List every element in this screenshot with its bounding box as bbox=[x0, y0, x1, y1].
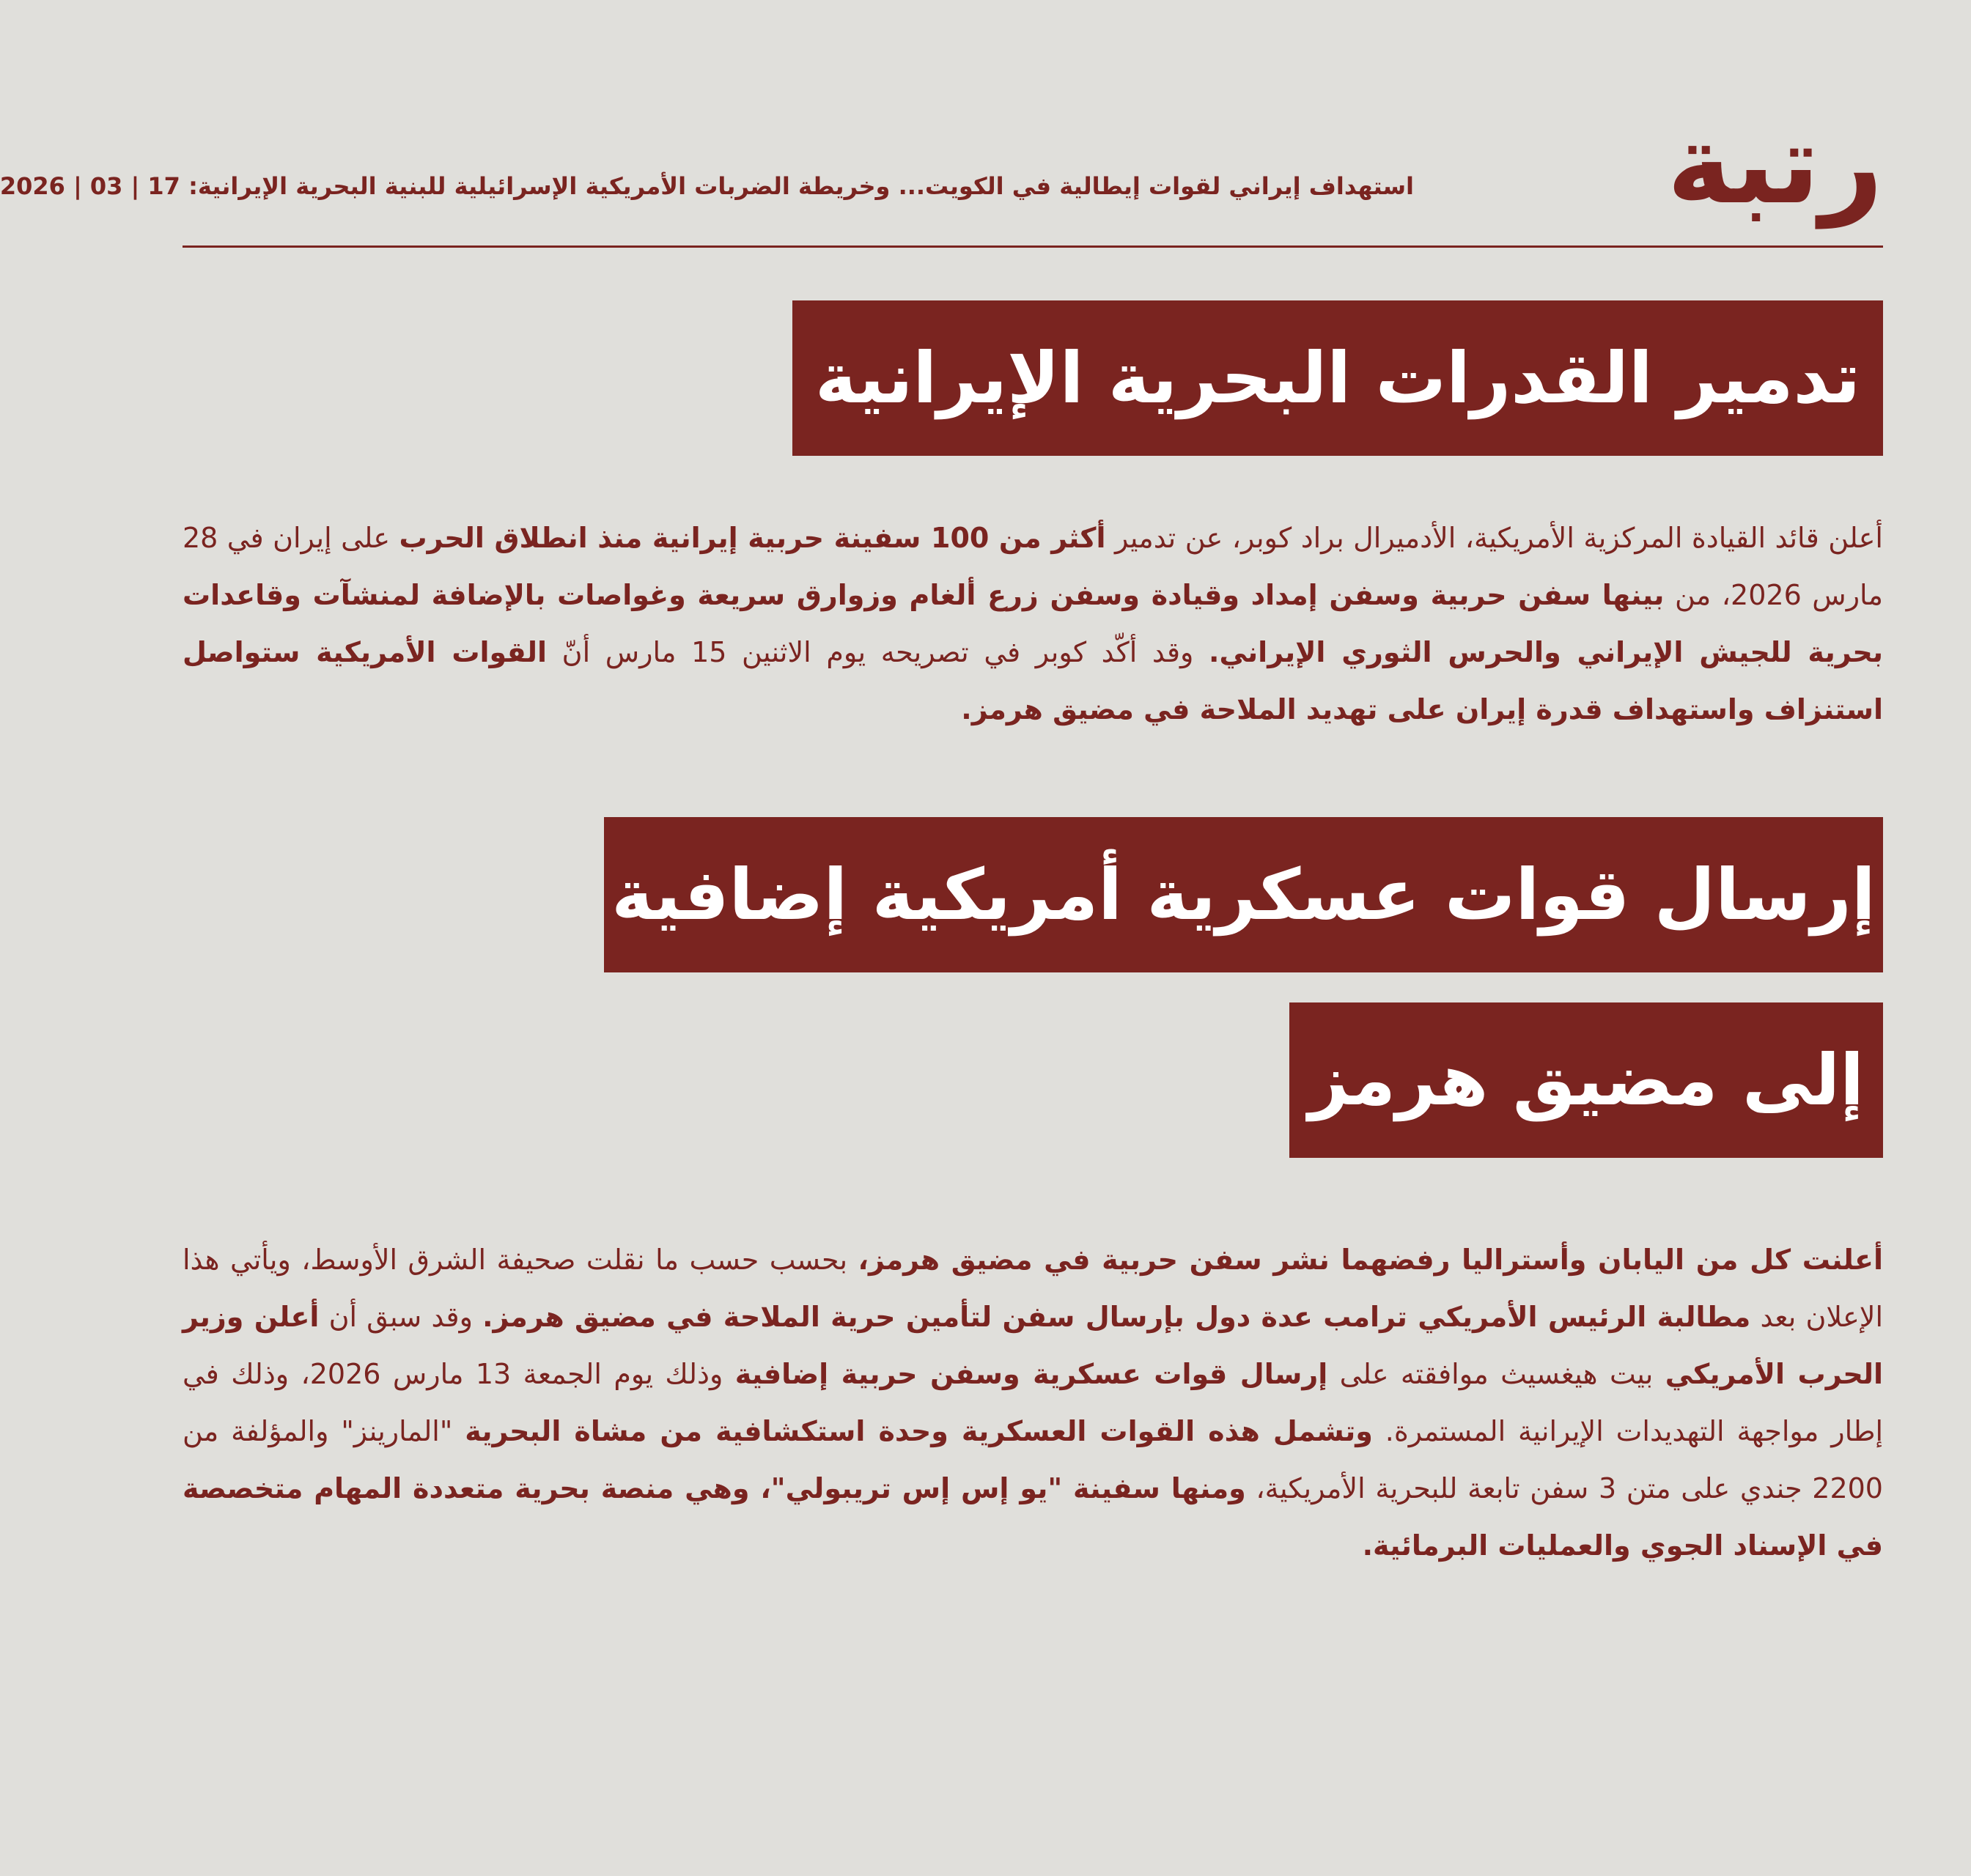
section-body-additional-forces bbox=[183, 1231, 1883, 1574]
body-text-bold: مطالبة الرئيس الأمريكي ترامب عدة دول بإرسال سفن لتأمين حرية الملاحة في مضيق هرمز. bbox=[482, 1301, 1751, 1333]
section-heading-text: إرسال قوات عسكرية أمريكية إضافية bbox=[611, 854, 1876, 936]
section-heading-naval-capabilities bbox=[792, 300, 1883, 456]
dateline: استهداف إيراني لقوات إيطالية في الكويت... وخريطة الضربات الأمريكية الإسرائيلية للبنية البحرية الإيرانية: 17 | 03 | 2026 bbox=[0, 172, 1414, 200]
body-text-bold: أعلن وزير الحرب الأمريكي bbox=[183, 1301, 1884, 1390]
body-text: أعلن قائد القيادة المركزية الأمريكية، الأدميرال براد كوبر، عن تدمير bbox=[1105, 522, 1883, 554]
body-text: وذلك يوم الجمعة 13 مارس 2026، وذلك في إطار مواجهة التهديدات الإيرانية المستمرة. bbox=[183, 1358, 1883, 1447]
body-text: "المارينز" والمؤلفة من 2200 جندي على متن 3 سفن تابعة للبحرية الأمريكية، bbox=[183, 1415, 1883, 1504]
header bbox=[0, 101, 1883, 248]
body-text: بيت هيغسيث موافقته على bbox=[1327, 1358, 1665, 1390]
body-text-bold: إرسال قوات عسكرية وسفن حربية إضافية bbox=[734, 1358, 1328, 1390]
body-text-bold: أعلنت كل من اليابان وأستراليا رفضهما نشر سفن حربية في مضيق هرمز، bbox=[858, 1244, 1883, 1276]
section-heading-additional-forces bbox=[604, 817, 1883, 972]
body-text: على إيران في 28 مارس 2026، من bbox=[183, 522, 1883, 611]
body-text-bold: ومنها سفينة "يو إس إس تريبولي"، وهي منصة بحرية متعددة المهام متخصصة في الإسناد الجوي والعمليات البرمائية. bbox=[183, 1472, 1883, 1562]
body-text: وقد سبق أن bbox=[319, 1301, 483, 1333]
body-text-bold: القوات الأمريكية ستواصل استنزاف واستهداف قدرة إيران على تهديد الملاحة في مضيق هرمز. bbox=[183, 636, 1883, 725]
section-heading-hormuz bbox=[1289, 1002, 1883, 1158]
section-heading-text: إلى مضيق هرمز bbox=[1308, 1039, 1865, 1121]
body-text-bold: بينها سفن حربية وسفن إمداد وقيادة وسفن زرع ألغام وزوارق سريعة وغواصات بالإضافة لمنشآت وقاعدات بحرية للجيش الإيراني والحرس الثوري الإيراني. bbox=[183, 579, 1884, 668]
body-text-bold: وتشمل هذه القوات العسكرية وحدة استكشافية من مشاة البحرية bbox=[465, 1415, 1373, 1447]
body-text-bold: أكثر من 100 سفينة حربية إيرانية منذ انطلاق الحرب bbox=[399, 522, 1106, 554]
section-body-naval-capabilities bbox=[183, 509, 1883, 738]
brand-logo: رتبة bbox=[1667, 101, 1883, 229]
body-text: وقد أكّد كوبر في تصريحه يوم الاثنين 15 مارس أنّ bbox=[547, 636, 1209, 668]
section-heading-text: تدمير القدرات البحرية الإيرانية bbox=[814, 337, 1861, 419]
body-text: بحسب حسب ما نقلت صحيفة الشرق الأوسط، ويأتي هذا الإعلان بعد bbox=[183, 1244, 1883, 1333]
